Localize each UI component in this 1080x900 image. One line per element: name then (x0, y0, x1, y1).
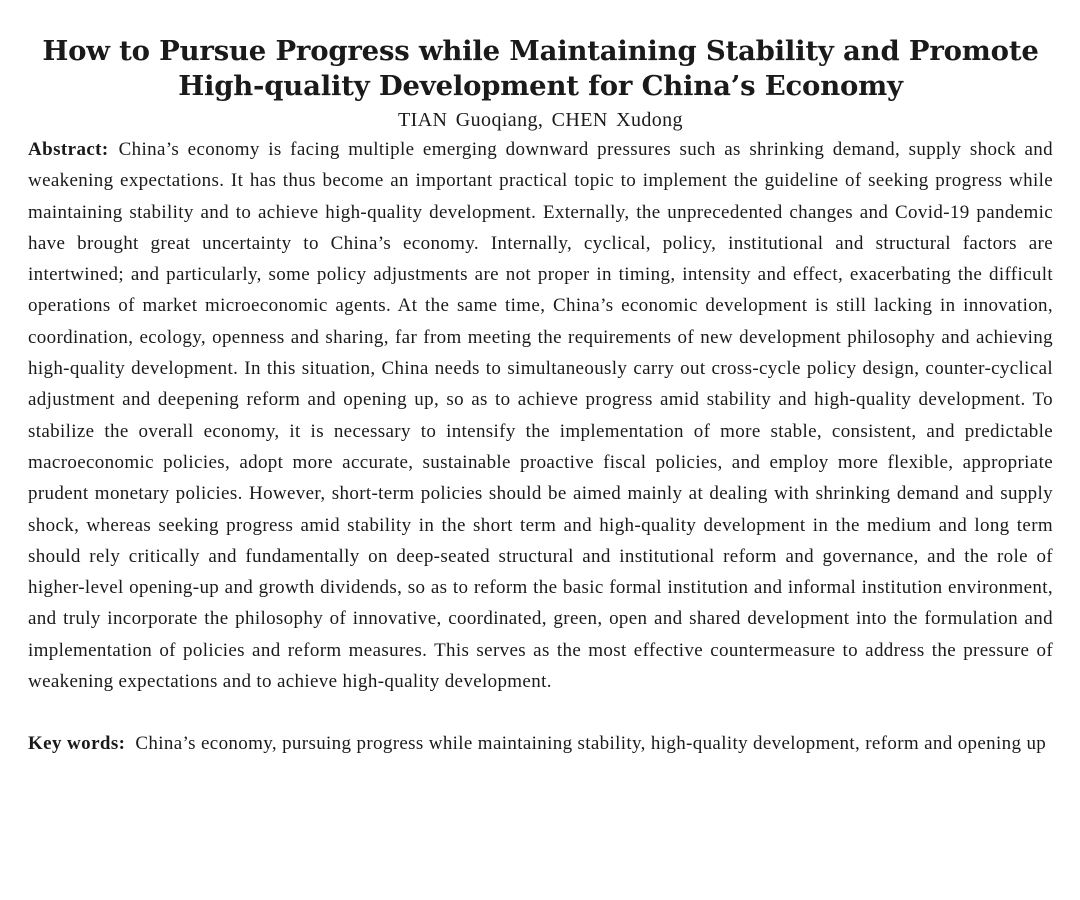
paper-authors: TIAN Guoqiang, CHEN Xudong (398, 109, 683, 131)
paper-title (28, 34, 1053, 104)
keywords-text: China’s economy, pursuing progress while maintaining stability, high-quality development, reform and opening up (135, 733, 1047, 755)
abstract-label: Abstract: (28, 139, 109, 160)
keywords-label: Key words: (28, 733, 126, 755)
abstract-paragraph (28, 134, 1053, 697)
title-line-2: High-quality Development for China’s Economy (178, 70, 903, 102)
title-line-1: How to Pursue Progress while Maintaining Stability and Promote (42, 35, 1039, 67)
keywords-paragraph (28, 729, 1053, 758)
abstract-text: China’s economy is facing multiple emerging downward pressures such as shrinking demand, supply shock and weakening expectations. It has thus become an important practical topic to implement the guideline of seeking progress while maintaining stability and to achieve high-quality development. Externally, the unprecedented changes and Covid-19 pandemic have brought great uncertainty to China’s economy. Internally, cyclical, policy, institutional and structural factors are intertwined; and particularly, some policy adjustments are not proper in timing, intensity and effect, exacerbating the difficult operations of market microeconomic agents. At the same time, China’s economic development is still lacking in innovation, coordination, ecology, openness and sharing, far from meeting the requirements of new development philosophy and achieving high-quality development. In this situation, China needs to simultaneously carry out cross-cycle policy design, counter-cyclical adjustment and deepening reform and opening up, so as to achieve progress amid stability and high-quality development. To stabilize the overall economy, it is necessary to intensify the implementation of more stable, consistent, and predictable macroeconomic policies, adopt more accurate, sustainable proactive fiscal policies, and employ more flexible, appropriate prudent monetary policies. However, short-term policies should be aimed mainly at dealing with shrinking demand and supply shock, whereas seeking progress amid stability in the short term and high-quality development in the medium and long term should rely critically and fundamentally on deep-seated structural and institutional reform and governance, and the role of higher-level opening-up and growth dividends, so as to reform the basic formal institution and informal institution environment, and truly incorporate the philosophy of innovative, coordinated, green, open and shared development into the formulation and implementation of policies and reform measures. This serves as the most effective countermeasure to address the pressure of weakening expectations and to achieve high-quality development. (28, 139, 1053, 693)
